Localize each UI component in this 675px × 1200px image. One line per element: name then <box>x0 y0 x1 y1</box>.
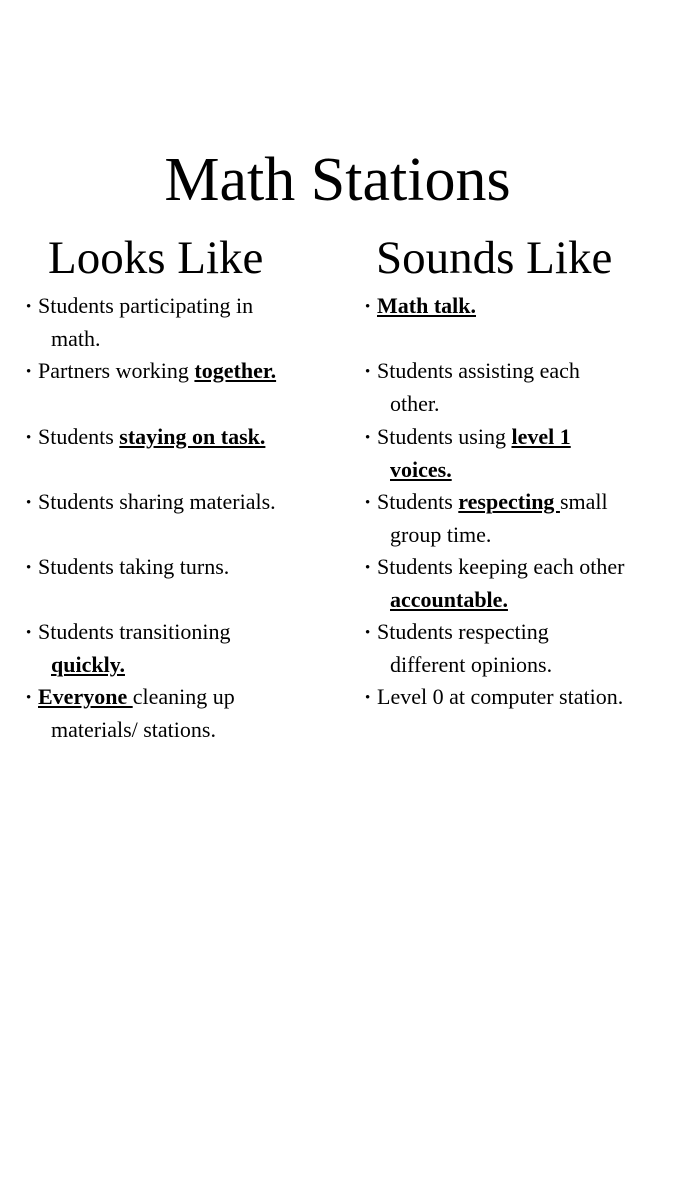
looks-like-item-4 <box>26 486 276 519</box>
item-text-continued <box>365 584 624 615</box>
item-text-continued: math. <box>51 326 101 351</box>
item-text: cleaning up <box>132 684 235 709</box>
looks-like-heading: Looks Like <box>48 232 264 284</box>
item-text-continued: group time. <box>390 522 492 547</box>
item-text: Students assisting each <box>377 358 580 383</box>
item-emphasis: together. <box>194 358 277 383</box>
item-text: Students <box>38 424 120 449</box>
bullet-icon: • <box>26 690 32 706</box>
item-emphasis: Math talk. <box>377 293 476 318</box>
item-emphasis: accountable. <box>390 587 508 612</box>
sounds-like-item-7 <box>365 681 623 714</box>
bullet-icon: • <box>26 430 32 446</box>
item-emphasis: Everyone <box>38 684 133 709</box>
item-text-continued <box>26 649 231 680</box>
sounds-like-item-2 <box>365 355 580 419</box>
looks-like-item-6 <box>26 616 231 680</box>
item-text: Students participating in <box>38 293 254 318</box>
bullet-icon: • <box>365 690 371 706</box>
item-text-continued <box>365 454 571 485</box>
item-emphasis: level 1 <box>511 424 571 449</box>
bullet-icon: • <box>26 625 32 641</box>
sounds-like-item-5 <box>365 551 624 615</box>
sounds-like-item-6 <box>365 616 552 680</box>
bullet-icon: • <box>26 560 32 576</box>
item-emphasis: voices. <box>390 457 452 482</box>
bullet-icon: • <box>365 430 371 446</box>
item-text-continued: materials/ stations. <box>51 717 216 742</box>
bullet-icon: • <box>365 299 371 315</box>
bullet-icon: • <box>365 364 371 380</box>
bullet-icon: • <box>365 495 371 511</box>
item-text-continued: different opinions. <box>390 652 553 677</box>
sounds-like-item-1 <box>365 290 476 323</box>
item-emphasis: staying on task. <box>119 424 266 449</box>
item-text: Level 0 at computer station. <box>377 684 624 709</box>
bullet-icon: • <box>26 495 32 511</box>
looks-like-item-7 <box>26 681 235 745</box>
page-title: Math Stations <box>164 146 511 214</box>
item-text: Students transitioning <box>38 619 231 644</box>
item-text: small <box>559 489 608 514</box>
item-text: Students using <box>377 424 512 449</box>
looks-like-item-1 <box>26 290 253 354</box>
sounds-like-item-3 <box>365 421 571 485</box>
bullet-icon: • <box>26 299 32 315</box>
bullet-icon: • <box>365 560 371 576</box>
looks-like-item-5 <box>26 551 229 584</box>
item-text: Students sharing materials. <box>38 489 276 514</box>
bullet-icon: • <box>26 364 32 380</box>
looks-like-item-3 <box>26 421 265 454</box>
item-text: Students respecting <box>377 619 549 644</box>
bullet-icon: • <box>365 625 371 641</box>
looks-like-item-2 <box>26 355 276 388</box>
item-text: Partners working <box>38 358 195 383</box>
item-text-continued: other. <box>390 391 440 416</box>
item-emphasis: respecting <box>458 489 560 514</box>
item-text: Students <box>377 489 459 514</box>
sounds-like-heading: Sounds Like <box>376 232 613 284</box>
sounds-like-item-4 <box>365 486 608 550</box>
item-text: Students keeping each other <box>377 554 625 579</box>
item-emphasis: quickly. <box>51 652 125 677</box>
item-text: Students taking turns. <box>38 554 230 579</box>
